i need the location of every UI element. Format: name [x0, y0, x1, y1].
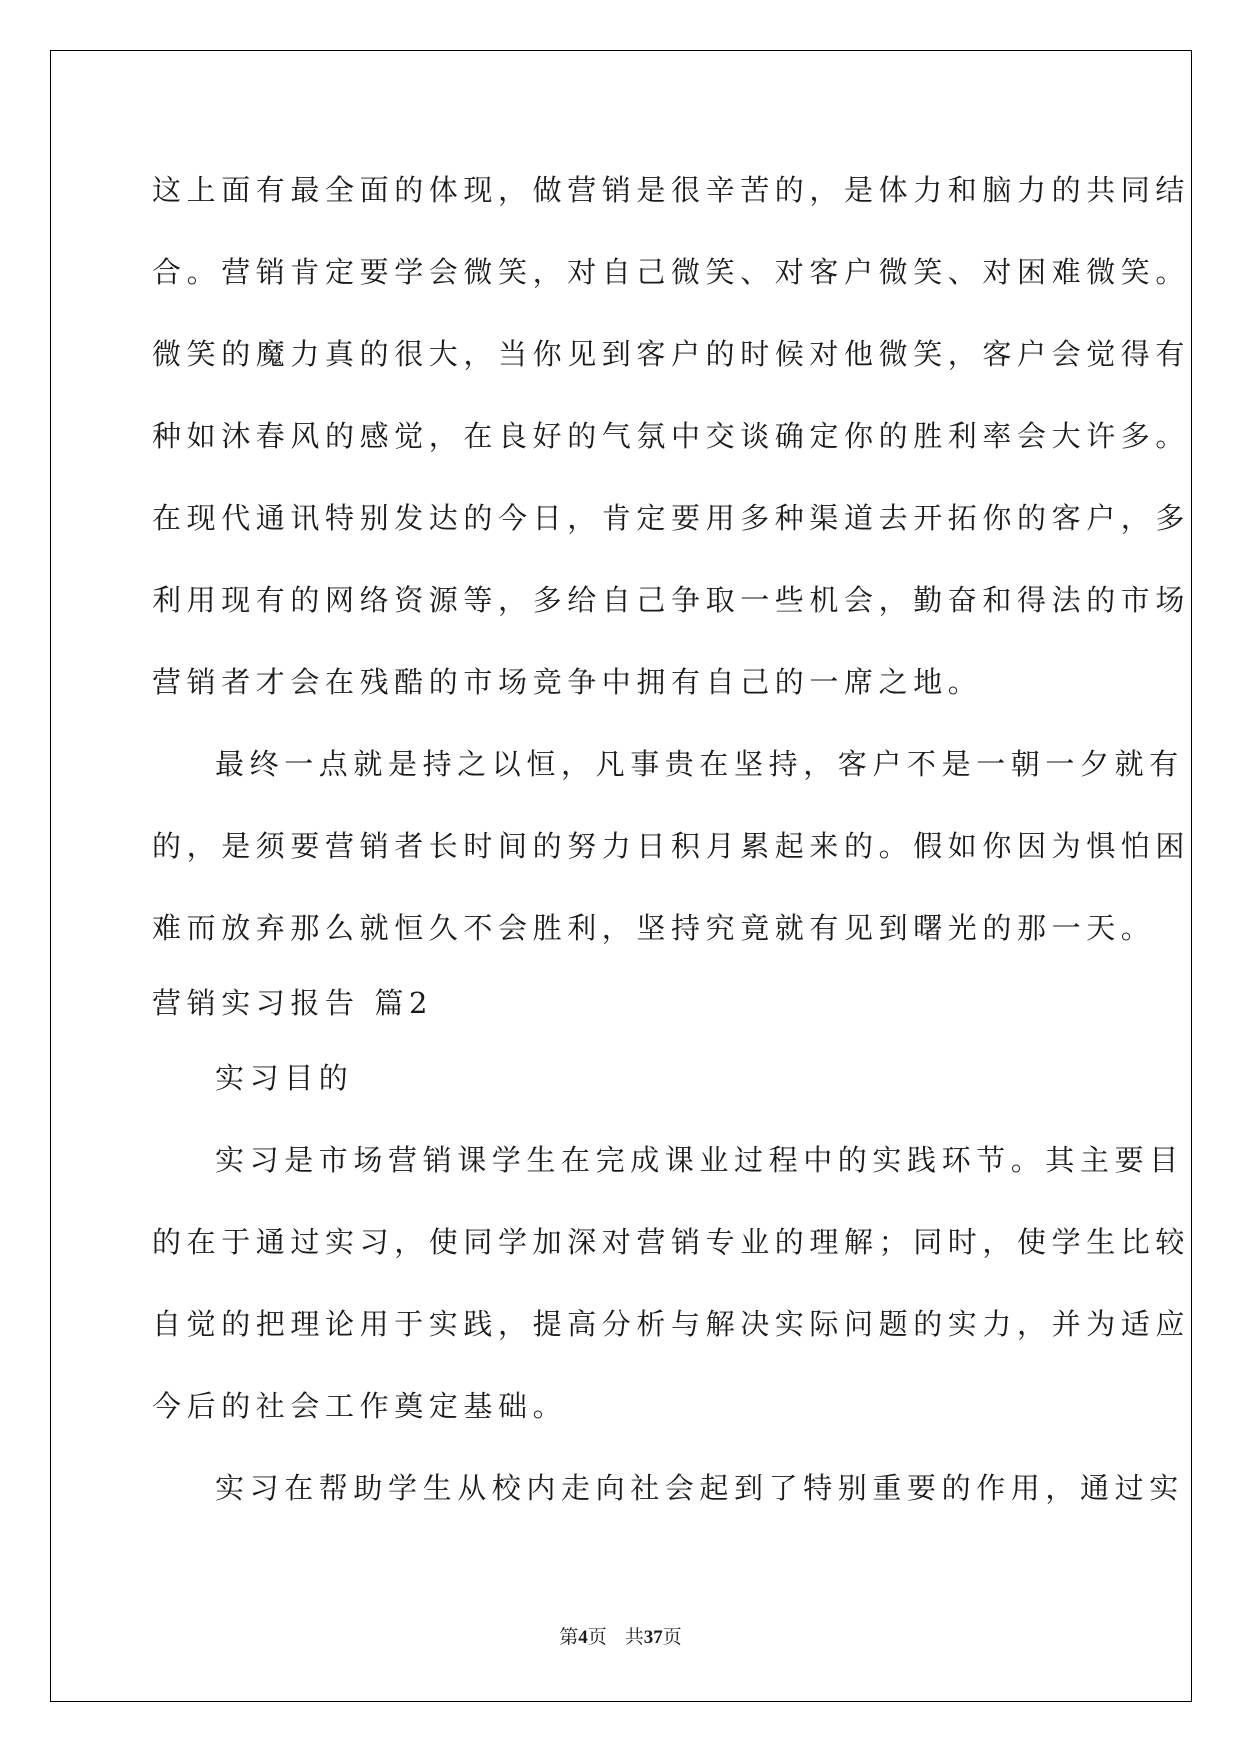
paragraph-start-line: 实习在帮助学生从校内走向社会起到了特别重要的作用，通过实 [215, 1471, 1184, 1505]
body-line: 的在于通过实习，使同学加深对营销专业的理解；同时，使学生比较 [152, 1225, 1191, 1259]
body-line: 微笑的魔力真的很大，当你见到客户的时候对他微笑，客户会觉得有 [152, 337, 1191, 371]
body-line: 这上面有最全面的体现，做营销是很辛苦的，是体力和脑力的共同结 [152, 173, 1191, 207]
body-line: 营销者才会在残酷的市场竞争中拥有自己的一席之地。 [152, 665, 983, 699]
section-heading: 营销实习报告 篇2 [152, 986, 434, 1020]
body-line: 的，是须要营销者长时间的努力日积月累起来的。假如你因为惧怕困 [152, 829, 1191, 863]
paragraph-start-line: 最终一点就是持之以恒，凡事贵在坚持，客户不是一朝一夕就有 [215, 747, 1184, 781]
body-line: 今后的社会工作奠定基础。 [152, 1389, 568, 1423]
document-body [152, 160, 1191, 1540]
body-line: 合。营销肯定要学会微笑，对自己微笑、对客户微笑、对困难微笑。 [152, 255, 1191, 289]
body-line: 在现代通讯特别发达的今日，肯定要用多种渠道去开拓你的客户，多 [152, 501, 1191, 535]
body-line: 利用现有的网络资源等，多给自己争取一些机会，勤奋和得法的市场 [152, 583, 1191, 617]
footer-page-suffix: 页 [587, 1626, 607, 1648]
body-line: 自觉的把理论用于实践，提高分析与解决实际问题的实力，并为适应 [152, 1307, 1191, 1341]
body-line: 难而放弃那么就恒久不会胜利，坚持究竟就有见到曙光的那一天。 [152, 911, 1156, 945]
paragraph-start-line: 实习是市场营销课学生在完成课业过程中的实践环节。其主要目 [215, 1143, 1184, 1177]
footer-total-suffix: 页 [662, 1626, 682, 1648]
body-line: 种如沐春风的感觉，在良好的气氛中交谈确定你的胜利率会大许多。 [152, 419, 1191, 453]
footer-prefix: 第 [559, 1626, 579, 1648]
subheading: 实习目的 [215, 1061, 354, 1095]
footer-total-prefix: 共 [624, 1626, 644, 1648]
page-number: 4 [578, 1627, 588, 1648]
page-footer [0, 1622, 1241, 1649]
total-pages: 37 [643, 1627, 663, 1648]
